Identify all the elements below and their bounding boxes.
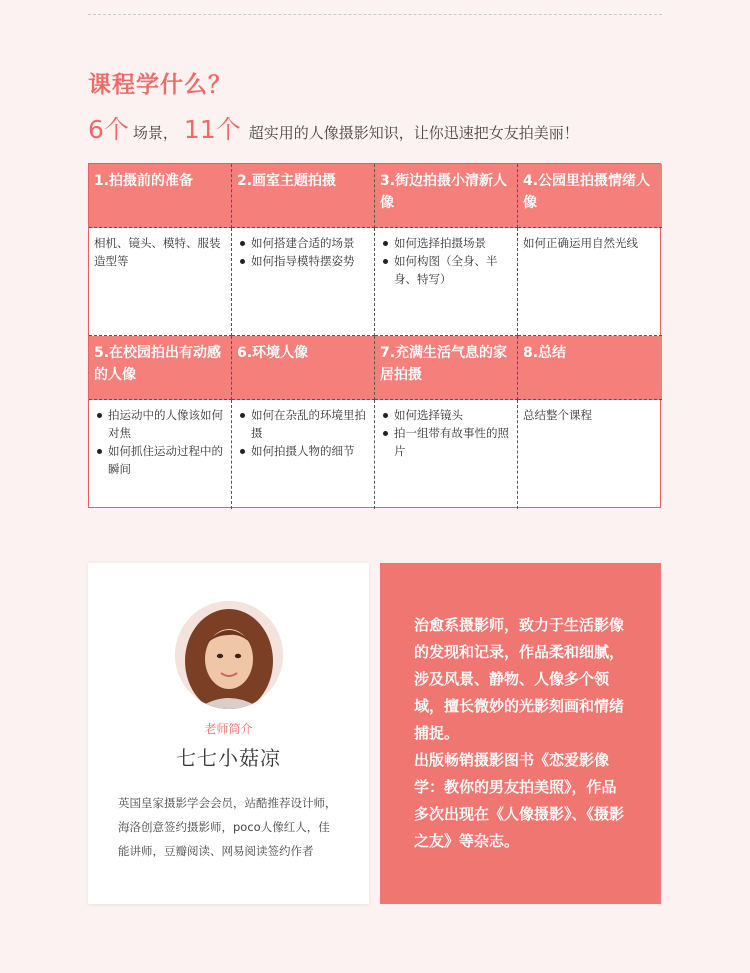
description-paragraph: 出版畅销摄影图书《恋爱影像学：教你的男友拍美照》，作品多次出现在《人像摄影》、《摄影之友》等杂志。 (414, 751, 625, 850)
top-divider (88, 14, 662, 15)
course-topics-grid (88, 163, 661, 508)
section-title: 课程学什么？ (88, 72, 232, 98)
list-item: 如何搭建合适的场景 (237, 234, 369, 252)
topic-content (89, 400, 232, 509)
topic-content (518, 228, 662, 336)
topic-header: 6.环境人像 (232, 336, 375, 400)
teacher-avatar (175, 601, 283, 709)
topic-header: 2.画室主题拍摄 (232, 164, 375, 228)
subtitle-text-scenes: 场景， (132, 124, 178, 142)
topic-content (89, 228, 232, 336)
avatar-portrait-icon (175, 601, 283, 709)
teacher-name: 七七小菇凉 (176, 746, 281, 770)
topic-text: 如何正确运用自然光线 (523, 236, 638, 250)
topic-header: 5.在校园拍出有动感的人像 (89, 336, 232, 400)
teacher-card (88, 563, 369, 904)
list-item: 如何选择拍摄场景 (380, 234, 512, 252)
topic-content (232, 228, 375, 336)
list-item: 如何抓住运动过程中的瞬间 (94, 442, 226, 478)
list-item: 如何构图（全身、半身、特写） (380, 252, 512, 288)
topic-text: 总结整个课程 (523, 408, 592, 422)
scene-count: 6个 (88, 115, 129, 144)
description-paragraph: 治愈系摄影师，致力于生活影像的发现和记录，作品柔和细腻，涉及风景、静物、人像多个领域，擅长微妙的光影刻画和情绪捕捉。 (414, 616, 625, 742)
list-item: 如何在杂乱的环境里拍摄 (237, 406, 369, 442)
teacher-label: 老师简介 (204, 722, 253, 736)
knowledge-count: 11个 (183, 115, 241, 144)
subtitle-text-knowledge: 超实用的人像摄影知识，让你迅速把女友拍美丽！ (248, 124, 579, 142)
list-item: 如何指导模特摆姿势 (237, 252, 369, 270)
list-item: 拍运动中的人像该如何对焦 (94, 406, 226, 442)
topic-header: 7.充满生活气息的家居拍摄 (375, 336, 518, 400)
topic-header: 3.街边拍摄小清新人像 (375, 164, 518, 228)
topic-header: 4.公园里拍摄情绪人像 (518, 164, 662, 228)
topic-content (375, 228, 518, 336)
section-subtitle (88, 110, 579, 146)
list-item: 拍一组带有故事性的照片 (380, 424, 512, 460)
list-item: 如何选择镜头 (380, 406, 512, 424)
topic-text: 相机、镜头、模特、服装造型等 (94, 236, 221, 268)
list-item: 如何拍摄人物的细节 (237, 442, 369, 460)
teacher-bio: 英国皇家摄影学会会员，站酷推荐设计师，海洛创意签约摄影师，poco人像红人，佳能讲师，豆瓣阅读、网易阅读签约作者 (118, 796, 337, 858)
topic-content (375, 400, 518, 509)
teacher-description-panel (380, 563, 661, 904)
topic-header: 8.总结 (518, 336, 662, 400)
topic-content (518, 400, 662, 509)
topic-content (232, 400, 375, 509)
topic-header: 1.拍摄前的准备 (89, 164, 232, 228)
